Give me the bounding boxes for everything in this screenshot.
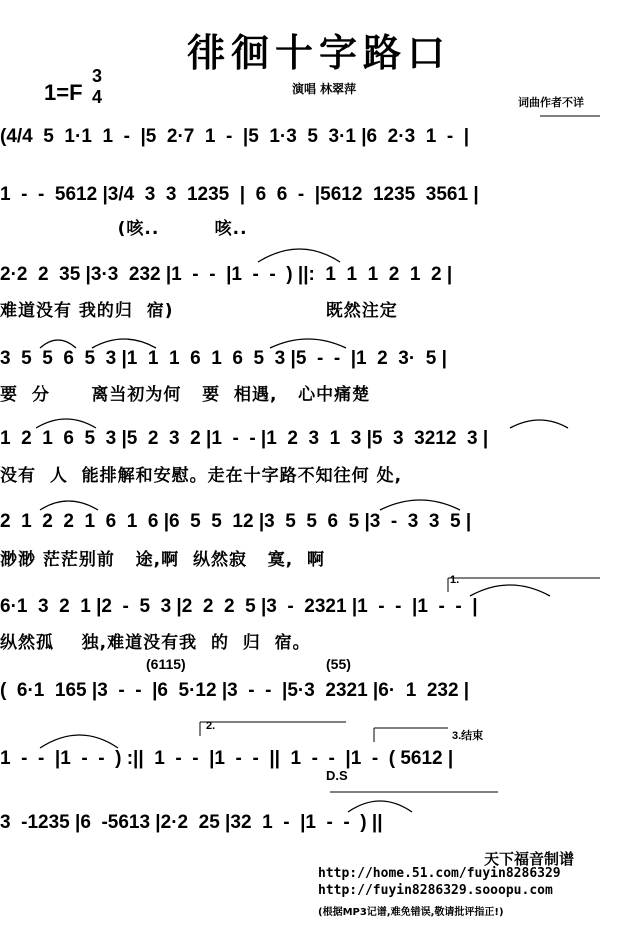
notation-row-7: 6·1 3 2 1 |2 - 5 3 |2 2 2 5 |3 - 2321 |1 - - |1 - - | (0, 596, 478, 617)
footer-url-1[interactable]: http://home.51.com/fuyin8286329 (318, 866, 561, 881)
notation-row-6: 2 1 2 2 1 6 1 6 |6 5 5 12 |3 5 5 6 5 |3 - 3 3 5 | (0, 511, 472, 532)
lyrics-row-6: 渺渺 茫茫别前 途,啊 纵然寂 寞, 啊 (0, 550, 326, 570)
footer-url-2[interactable]: http://fuyin8286329.sooopu.com (318, 883, 553, 898)
notation-row-8: ( 6·1 165 |3 - - |6 5·12 |3 - - |5·3 2321 |6· 1 232 | (0, 680, 470, 701)
notation-row-9: 1 - - |1 - - ) :|| 1 - - |1 - - || 1 - - |1 - ( 5612 | (0, 748, 454, 769)
lyrics-row-5: 没有 人 能排解和安慰。走在十字路不知往何 处, (0, 466, 403, 486)
time-signature-top: 3 (92, 66, 103, 86)
ds-label: D.S (326, 768, 348, 783)
credit-label: 词曲作者不详 (518, 96, 584, 109)
notation-row-4: 3 5 5 6 5 3 |1 1 1 6 1 6 5 3 |5 - - |1 2 3· 5 | (0, 348, 447, 369)
lyrics-row-7: 纵然孤 独,难道没有我 的 归 宿。 (0, 633, 311, 653)
volta-1-label: 1. (450, 574, 460, 586)
bracket-6115: (6115) (146, 656, 186, 672)
time-signature-bottom: 4 (92, 87, 103, 107)
maker-label: 天下福音制谱 (484, 850, 575, 868)
volta-2-label: 2. (206, 720, 216, 732)
singer-label: 演唱 林翠萍 (292, 82, 357, 96)
notation-row-5: 1 2 1 6 5 3 |5 2 3 2 |1 - - |1 2 3 1 3 |5 3 3212 3 | (0, 428, 489, 449)
lyrics-row-2: (咳.. 咳.. (0, 219, 248, 239)
lyrics-row-3: 难道没有 我的归 宿) 既然注定 (0, 301, 398, 321)
lyrics-row-4: 要 分 离当初为何 要 相遇, 心中痛楚 (0, 385, 371, 405)
footer-note: (根据MP3记谱,难免错误,敬请批评指正!) (318, 907, 504, 918)
notation-row-1: (4/4 5 1·1 1 - |5 2·7 1 - |5 1·3 5 3·1 |6 2·3 1 - | (0, 126, 470, 147)
key-signature: 1=F (44, 80, 83, 105)
volta-3-label: 3.结束 (452, 730, 484, 742)
notation-row-3: 2·2 2 35 |3·3 232 |1 - - |1 - - ) ||: 1 1 1 2 1 2 | (0, 264, 453, 285)
bracket-55: (55) (326, 656, 351, 672)
notation-row-10: 3 -1235 |6 -5613 |2·2 25 |32 1 - |1 - - ) || (0, 812, 383, 833)
notation-row-2: 1 - - 5612 |3/4 3 3 1235 | 6 6 - |5612 1235 3561 | (0, 184, 479, 205)
song-title: 徘徊十字路口 (186, 31, 451, 75)
